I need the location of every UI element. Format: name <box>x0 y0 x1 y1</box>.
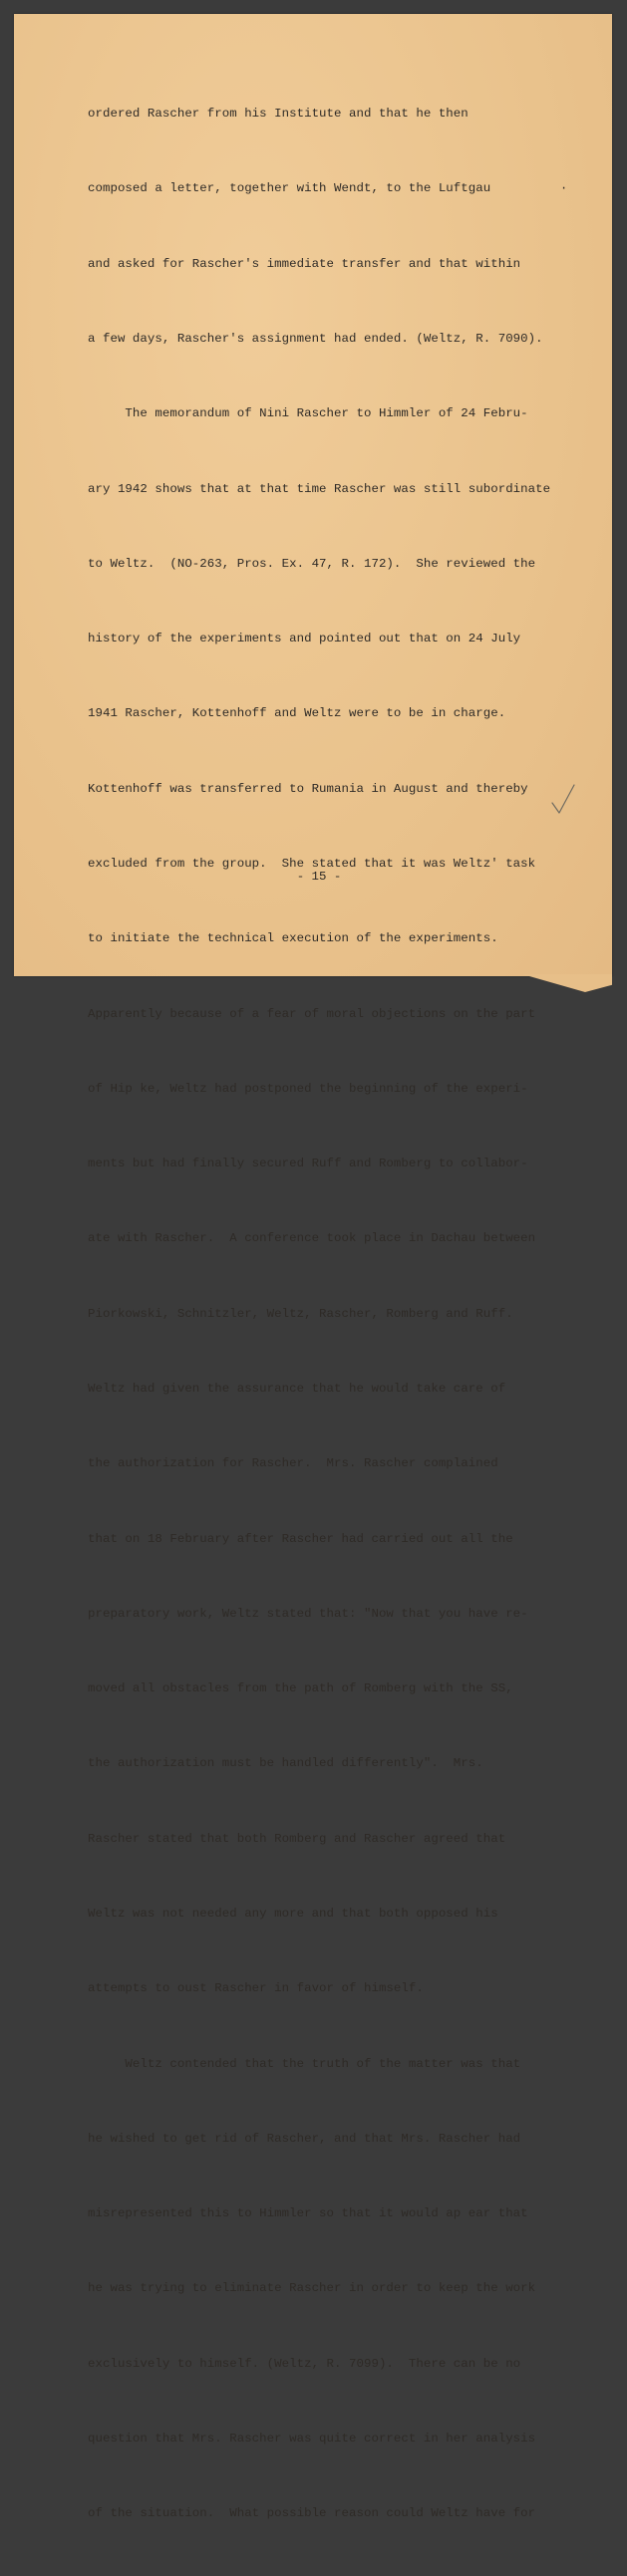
text-line: he was trying to eliminate Rascher in order to keep the work <box>88 2281 536 2296</box>
text-line: question that Mrs. Rascher was quite correct in her analysis <box>88 2431 536 2446</box>
text-line: of Hip ke, Weltz had postponed the beginning of the experi- <box>88 1081 528 1096</box>
text-line: Weltz was not needed any more and that both opposed his <box>88 1906 498 1921</box>
page-number: - 15 - <box>296 870 342 884</box>
document-page <box>14 14 612 2521</box>
text-line: to Weltz. (NO-263, Pros. Ex. 47, R. 172). She reviewed the <box>88 556 536 571</box>
stray-mark: · <box>560 181 568 195</box>
text-line: ary 1942 shows that at that time Rascher was still subordinate <box>88 481 551 496</box>
text-line: Kottenhoff was transferred to Rumania in August and thereby <box>88 781 528 796</box>
text-line: that on 18 February after Rascher had carried out all the <box>88 1531 513 1546</box>
text-line: history of the experiments and pointed out that on 24 July <box>88 632 521 646</box>
text-line: preparatory work, Weltz stated that: "Now that you have re- <box>88 1606 528 1621</box>
text-line: 1941 Rascher, Kottenhoff and Weltz were to be in charge. <box>88 706 506 721</box>
text-line: composed a letter, together with Wendt, to the Luftgau <box>88 181 491 196</box>
text-line: ordered Rascher from his Institute and that he then <box>88 107 469 122</box>
text-line: moved all obstacles from the path of Romberg with the SS, <box>88 1681 513 1696</box>
text-line: misrepresented this to Himmler so that it would ap ear that <box>88 2206 528 2221</box>
text-line: a few days, Rascher's assignment had ended. (Weltz, R. 7090). <box>88 332 543 347</box>
text-line: and asked for Rascher's immediate transfer and that within <box>88 256 521 271</box>
text-line: Rascher stated that both Romberg and Rascher agreed that <box>88 1831 506 1846</box>
text-line: exclusively to himself. (Weltz, R. 7099). There can be no <box>88 2356 521 2371</box>
text-line: attempts to oust Rascher in favor of himself. <box>88 1981 424 1996</box>
text-line: Apparently because of a fear of moral objections on the part <box>88 1006 536 1021</box>
text-line: ate with Rascher. A conference took place in Dachau between <box>88 1231 536 1246</box>
checkmark-icon <box>548 781 578 819</box>
text-line: Piorkowski, Schnitzler, Weltz, Rascher, Romberg and Ruff. <box>88 1306 513 1321</box>
text-line: excluded from the group. She stated that it was Weltz' task <box>88 857 536 871</box>
text-line: of the situation. What possible reason could Weltz have for <box>88 2506 536 2521</box>
body-text <box>88 52 556 2576</box>
text-line: ments but had finally secured Ruff and Romberg to collabor- <box>88 1157 528 1171</box>
text-line: he wished to get rid of Rascher, and that Mrs. Rascher had <box>88 2131 521 2146</box>
text-line: to initiate the technical execution of the experiments. <box>88 931 498 946</box>
text-line: the authorization for Rascher. Mrs. Rascher complained <box>88 1456 498 1471</box>
text-line: Weltz contended that the truth of the matter was that <box>88 2056 521 2071</box>
text-line: Weltz had given the assurance that he would take care of <box>88 1381 506 1396</box>
text-line: the authorization must be handled differently". Mrs. <box>88 1756 483 1771</box>
text-line: The memorandum of Nini Rascher to Himmler of 24 Febru- <box>88 406 528 421</box>
